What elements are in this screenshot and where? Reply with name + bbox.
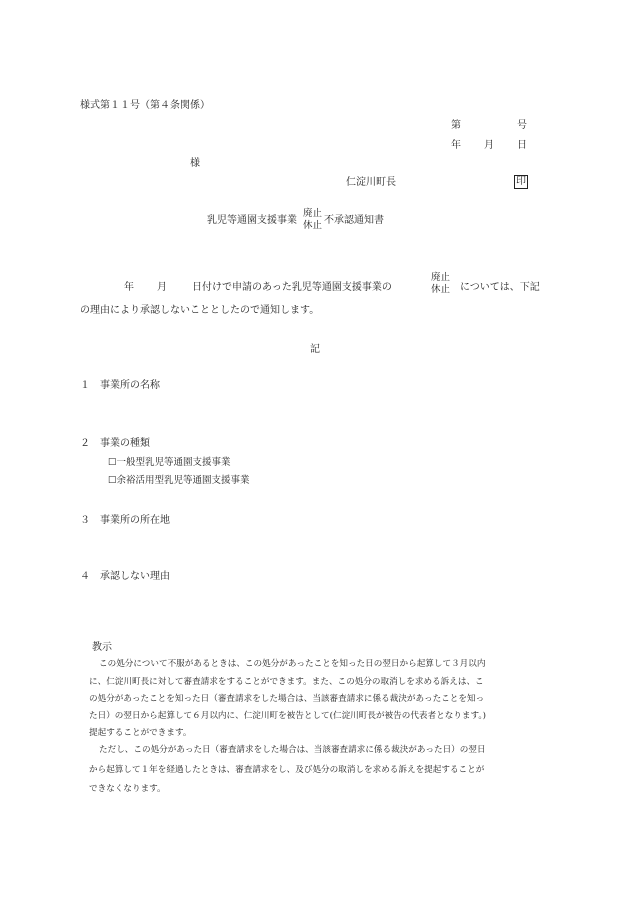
title-option-abolish: 廃止 [303,208,323,219]
item-number: ２ [80,438,90,449]
item-label: 事業所の所在地 [100,515,170,526]
issuer-name: 仁淀川町長 [346,177,396,188]
notice-line: できなくなります。 [89,784,166,794]
number-prefix: 第 [451,120,461,131]
ki-label: 記 [310,344,320,355]
body-option-stack [431,272,450,296]
title-suffix: 不承認通知書 [324,214,385,226]
date-year: 年 [451,140,461,151]
body-month: 月 [157,282,167,293]
body-line1-text: 日付けで申請のあった乳児等通園支援事業の [192,282,392,293]
item-rejection-reason [80,570,170,583]
notice-line: この処分について不服があるときは、この処分があったことを知った日の翌日から起算して３月以内 [99,659,486,669]
item-number: ３ [80,515,90,526]
title-prefix: 乳児等通園支援事業 [207,214,297,226]
body-line1-end: については、下記 [460,282,540,293]
notice-line: の処分があったことを知った日（審査請求をした場合は、当該審査請求に係る裁決があったことを知っ [89,694,485,704]
notice-line: 提起することができます。 [89,728,192,738]
number-suffix: 号 [517,120,527,131]
item-business-name [80,379,160,392]
title-option-stack [303,208,322,232]
date-day: 日 [517,140,527,151]
notice-line: に、仁淀川町長に対して審査請求をすることができます。また、この処分の取消しを求める訴えは、こ [89,677,484,687]
checkbox-general-type[interactable]: ☐一般型乳児等通園支援事業 [108,457,231,468]
document-title [207,208,384,232]
item-label: 事業所の名称 [100,380,160,391]
seal-mark: 印 [516,176,526,187]
body-option-abolish: 廃止 [431,272,451,283]
notice-heading: 教示 [92,642,112,653]
notice-line: ただし、この処分があった日（審査請求をした場合は、当該審査請求に係る裁決があった日）の翌日 [99,745,486,755]
body-line2: の理由により承認しないこととしたので通知します。 [80,305,320,316]
body-year: 年 [124,282,134,293]
notice-line: から起算して１年を経過したときは、審査請求をし、及び処分の取消しを求める訴えを提起することが [89,765,485,775]
body-option-suspend: 休止 [431,284,451,295]
date-month: 月 [484,140,494,151]
notice-line: た日）の翌日から起算して６月以内に、仁淀川町を被告として(仁淀川町長が被告の代表者となります。) [89,711,487,721]
item-business-location [80,514,170,527]
recipient-suffix: 様 [190,158,200,169]
title-option-suspend: 休止 [303,220,323,231]
item-business-type [80,437,150,450]
item-number: １ [80,380,90,391]
item-number: ４ [80,571,90,582]
form-label: 様式第１１号（第４条関係） [80,100,210,111]
item-label: 事業の種類 [100,438,150,449]
checkbox-surplus-type[interactable]: ☐余裕活用型乳児等通園支援事業 [108,475,250,486]
item-label: 承認しない理由 [100,571,170,582]
